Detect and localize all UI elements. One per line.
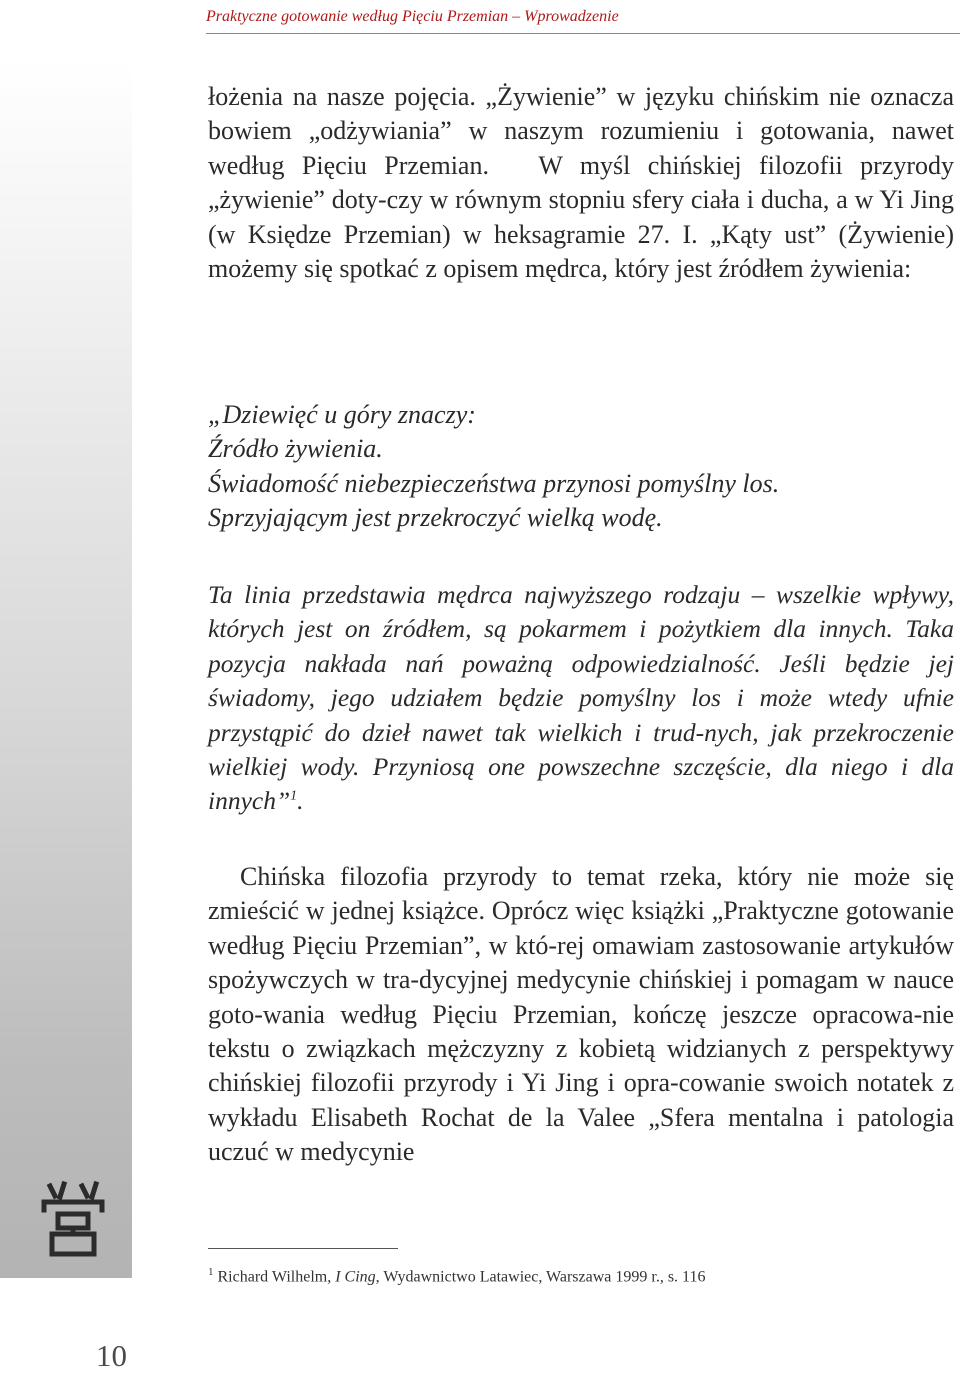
quote-commentary-text: Ta linia przedstawia mędrca najwyższego rodzaju – wszelkie wpływy, których jest on źródłem, są pokarmem i pożytkiem dla innych. Taka pozycja nakłada nań poważną odpowiedzialność. Jeśli będzie jej świadomy, jego udziałem będzie pomyślny los i może wtedy ufnie przystąpić do dzieł nawet tak wielkich i trud-nych, jak przekroczenie wielkiej wody. Przyniosą one powszechne szczęście, dla niego i dla innych” bbox=[208, 580, 954, 816]
paragraph-2 bbox=[208, 860, 954, 1170]
side-gradient-bar bbox=[0, 60, 132, 1278]
quote-line: „Dziewięć u góry znaczy: bbox=[208, 400, 476, 429]
paragraph-2-text: Chińska filozofia przyrody to temat rzeka, który nie może się zmieścić w jednej książce. Oprócz więc książki „Praktyczne gotowanie według Pięciu Przemian”, w któ-rej omawiam zastosowanie artykułów spożywczych w tra-dycyjnej medycynie chińskiej i pomagam w nauce goto-wania według Pięciu Przemian, kończę jeszcze opracowa-nie tekstu o związkach mężczyzny z kobietą widzianych z perspektywy chińskiej filozofii przyrody i Yi Jing i opra-cowanie swoich notatek z wykładu Elisabeth Rochat de la Valee „Sfera mentalna i patologia uczuć w medycynie bbox=[208, 862, 954, 1167]
quote-line: Świadomość niebezpieczeństwa przynosi pomyślny los. bbox=[208, 468, 780, 498]
paragraph-1-part-b: W myśl chińskiej filozofii przyrody „żywienie” doty-czy w równym stopniu sfery ciała i ducha, a w Yi Jing (w Księdze Przemian) w heksagramie 27. I. „Kąty ust” (Żywienie) możemy się spotkać z opisem mędrca, który jest źródłem żywienia: bbox=[208, 150, 955, 284]
running-head bbox=[206, 0, 960, 34]
quote-line: Sprzyjającym jest przekroczyć wielką wodę. bbox=[208, 503, 663, 533]
footnote-text-after: , Wydawnictwo Latawiec, Warszawa 1999 r., s. 116 bbox=[375, 1268, 706, 1286]
running-head-title: Praktyczne gotowanie według Pięciu Przemian – Wprowadzenie bbox=[206, 7, 619, 25]
paragraph-1 bbox=[208, 80, 954, 286]
quote-commentary-end: . bbox=[297, 786, 304, 816]
quote-verse bbox=[208, 398, 954, 536]
footnote-reference[interactable]: 1 bbox=[290, 788, 298, 804]
footnote-book-title: I Cing bbox=[335, 1268, 376, 1286]
footnote-number: 1 bbox=[208, 1266, 214, 1278]
paragraph-1-part-a: łożenia na nasze pojęcia. „Żywienie” w języku chińskim nie oznacza bowiem „odżywiania” w naszym rozumieniu i gotowania, nawet według Pięciu Przemian. bbox=[208, 82, 954, 180]
page-number: 10 bbox=[96, 1338, 127, 1373]
footnote bbox=[208, 1262, 954, 1287]
quote-line: Źródło żywienia. bbox=[208, 434, 383, 464]
footnote-divider bbox=[208, 1248, 398, 1249]
quote-commentary bbox=[208, 578, 954, 819]
chinese-character-ying-icon bbox=[38, 1180, 108, 1260]
footnote-text-before: Richard Wilhelm, bbox=[217, 1268, 336, 1286]
